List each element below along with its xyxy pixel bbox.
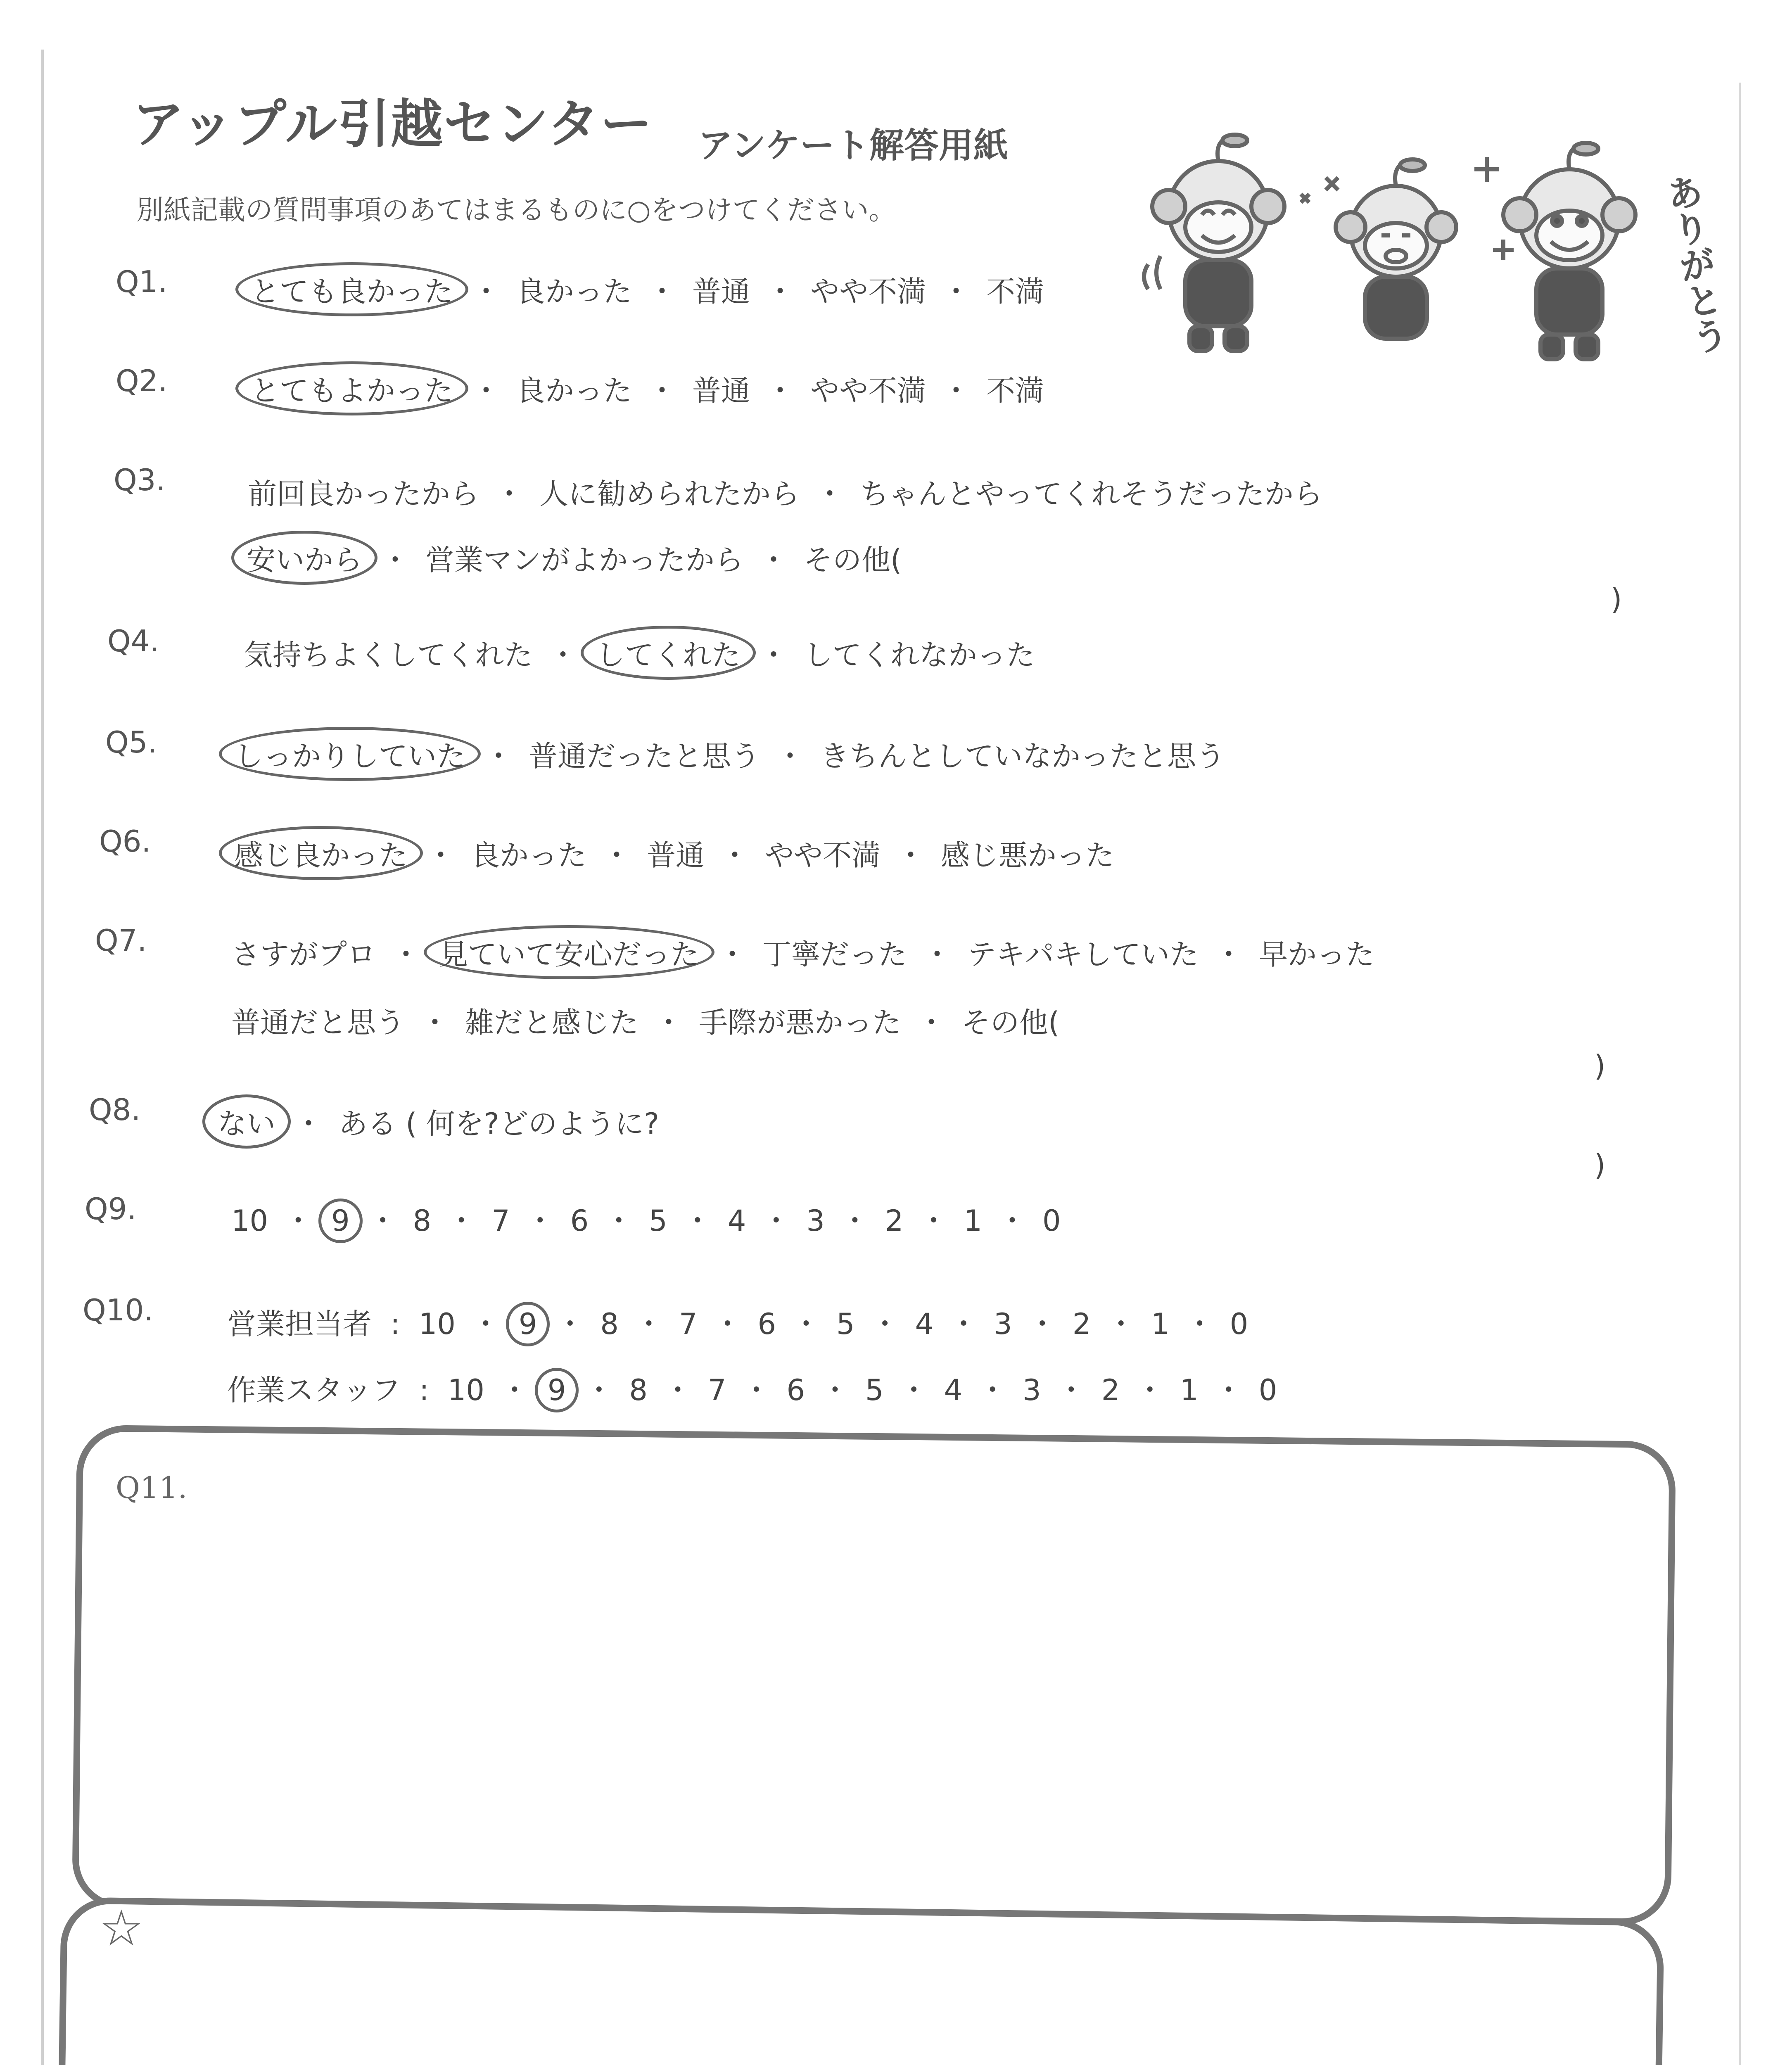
- q10-staff-score[interactable]: 7: [707, 1373, 726, 1407]
- q8-option[interactable]: ない: [202, 1094, 291, 1149]
- q10-sales-score[interactable]: 7: [679, 1307, 698, 1341]
- q6-option[interactable]: 感じ良かった: [219, 826, 423, 880]
- q6-option[interactable]: 良かった: [471, 838, 586, 872]
- q9-score[interactable]: 9: [318, 1199, 363, 1243]
- q7-label: Q7.: [95, 923, 147, 958]
- form-instructions: 別紙記載の質問事項のあてはまるものに○をつけてください。: [136, 194, 896, 226]
- q10-staff-colon: :: [419, 1373, 429, 1407]
- q2-options: とてもよかった ・ 良かった ・ 普通 ・ やや不満 ・ 不満: [248, 368, 1044, 409]
- q10-sales-score[interactable]: 2: [1072, 1307, 1091, 1341]
- q10-sales-score[interactable]: 4: [915, 1307, 934, 1341]
- q10-staff-row: 作業スタッフ : 10 ・ 9 ・ 8 ・ 7 ・ 6 ・ 5 ・ 4 ・ 3 ・ 2 ・ 1 ・ 0: [227, 1367, 1277, 1409]
- q8-options: ない ・ ある ( 何を?どのように?: [215, 1101, 659, 1142]
- q8-option[interactable]: ある ( 何を?どのように?: [339, 1107, 660, 1141]
- q10-sales-score[interactable]: 1: [1151, 1307, 1170, 1341]
- q7-option[interactable]: その他(: [961, 1006, 1060, 1040]
- mascot-thank-you-text: ありがとう: [1658, 171, 1732, 358]
- q1-option[interactable]: やや不満: [810, 275, 926, 309]
- q3-option[interactable]: 人に勧められたから: [539, 477, 800, 511]
- mascot-monkeys-illustration: [1132, 132, 1710, 388]
- q4-option[interactable]: 気持ちよくしてくれた: [244, 638, 533, 672]
- q10-staff-score[interactable]: 8: [629, 1373, 648, 1407]
- q1-option[interactable]: 良かった: [516, 275, 632, 309]
- q6-option[interactable]: 感じ悪かった: [941, 838, 1114, 872]
- q10-sales-score[interactable]: 6: [757, 1307, 776, 1341]
- q2-option[interactable]: やや不満: [810, 374, 926, 408]
- q9-score[interactable]: 8: [413, 1204, 432, 1238]
- q9-score[interactable]: 5: [649, 1204, 667, 1238]
- q6-option[interactable]: 普通: [647, 838, 705, 872]
- q10-sales-score[interactable]: 9: [506, 1302, 550, 1346]
- q10-staff-score[interactable]: 4: [944, 1373, 963, 1407]
- q10-staff-score[interactable]: 10: [447, 1373, 484, 1407]
- q1-option[interactable]: とても良かった: [235, 262, 468, 316]
- q7-option[interactable]: テキパキしていた: [967, 938, 1199, 971]
- q7-options-line2: 普通だと思う ・ 雑だと感じた ・ 手際が悪かった ・ その他(: [231, 999, 1059, 1041]
- q3-option[interactable]: その他(: [804, 543, 902, 577]
- q7-options-line1: さすがプロ ・ 見ていて安心だった ・ 丁寧だった ・ テキパキしていた ・ 早かった: [231, 931, 1374, 973]
- q10-sales-label: 営業担当者: [227, 1307, 372, 1341]
- q8-paren-close: ): [1594, 1148, 1606, 1182]
- q11-label: Q11.: [116, 1470, 188, 1505]
- q10-sales-row: 営業担当者 : 10 ・ 9 ・ 8 ・ 7 ・ 6 ・ 5 ・ 4 ・ 3 ・ 2 ・ 1 ・ 0: [227, 1301, 1248, 1343]
- q6-label: Q6.: [99, 824, 151, 859]
- form-subtitle: アンケート解答用紙: [698, 125, 1008, 166]
- q10-sales-colon: :: [390, 1307, 400, 1341]
- q5-option[interactable]: 普通だったと思う: [529, 739, 760, 773]
- q3-paren-close: ): [1611, 582, 1622, 616]
- q5-option[interactable]: きちんとしていなかったと思う: [820, 739, 1225, 773]
- q7-option[interactable]: 手際が悪かった: [699, 1006, 901, 1040]
- q10-sales-score[interactable]: 8: [600, 1307, 619, 1341]
- q11-comment-box[interactable]: [72, 1425, 1676, 1925]
- q3-option[interactable]: 前回良かったから: [248, 477, 479, 511]
- q9-score[interactable]: 4: [727, 1204, 746, 1238]
- q2-label: Q2.: [116, 363, 168, 398]
- q9-score[interactable]: 10: [231, 1204, 268, 1238]
- q9-score[interactable]: 3: [806, 1204, 825, 1238]
- q10-staff-score[interactable]: 2: [1101, 1373, 1120, 1407]
- q1-option[interactable]: 不満: [986, 275, 1044, 309]
- q9-score[interactable]: 2: [885, 1204, 904, 1238]
- q4-option[interactable]: してくれた: [581, 626, 756, 680]
- q5-label: Q5.: [105, 725, 157, 760]
- q1-label: Q1.: [116, 264, 168, 299]
- q8-label: Q8.: [89, 1092, 141, 1127]
- q3-option[interactable]: 安いから: [231, 531, 377, 585]
- scan-left-edge: [41, 50, 44, 2065]
- q10-staff-score[interactable]: 6: [786, 1373, 805, 1407]
- q9-score[interactable]: 7: [491, 1204, 510, 1238]
- q7-paren-close: ): [1594, 1049, 1606, 1083]
- scan-right-edge: [1739, 83, 1741, 2065]
- q10-staff-label: 作業スタッフ: [227, 1373, 401, 1407]
- q2-option[interactable]: とてもよかった: [235, 361, 468, 415]
- q6-options: 感じ良かった ・ 良かった ・ 普通 ・ やや不満 ・ 感じ悪かった: [231, 832, 1114, 874]
- q5-options: しっかりしていた ・ 普通だったと思う ・ きちんとしていなかったと思う: [231, 733, 1225, 775]
- q10-staff-score[interactable]: 9: [535, 1368, 579, 1412]
- q7-option[interactable]: 雑だと感じた: [465, 1006, 638, 1040]
- company-title: アップル引越センター: [132, 94, 653, 154]
- q9-score[interactable]: 0: [1042, 1204, 1061, 1238]
- q9-scale: 10 ・ 9 ・ 8 ・ 7 ・ 6 ・ 5 ・ 4 ・ 3 ・ 2 ・ 1 ・ 0: [231, 1198, 1061, 1239]
- q1-options: とても良かった ・ 良かった ・ 普通 ・ やや不満 ・ 不満: [248, 268, 1044, 310]
- q4-label: Q4.: [107, 624, 159, 658]
- q10-sales-score[interactable]: 10: [418, 1307, 456, 1341]
- star-comment-box[interactable]: [55, 1897, 1664, 2065]
- q2-option[interactable]: 良かった: [516, 374, 632, 408]
- q9-score[interactable]: 1: [964, 1204, 982, 1238]
- q5-option[interactable]: しっかりしていた: [219, 727, 481, 781]
- q3-option[interactable]: ちゃんとやってくれそうだったから: [860, 477, 1322, 511]
- q7-option[interactable]: 早かった: [1259, 938, 1374, 971]
- q7-option[interactable]: 丁寧だった: [762, 938, 907, 971]
- q10-sales-score[interactable]: 3: [994, 1307, 1012, 1341]
- q3-options-line2: 安いから ・ 営業マンがよかったから ・ その他(: [244, 537, 902, 579]
- q3-options-line1: 前回良かったから ・ 人に勧められたから ・ ちゃんとやってくれそうだったから: [248, 471, 1322, 513]
- star-icon: ☆: [99, 1900, 144, 1957]
- q2-option[interactable]: 普通: [692, 374, 750, 408]
- q10-staff-score[interactable]: 1: [1180, 1373, 1199, 1407]
- q10-staff-score[interactable]: 5: [865, 1373, 884, 1407]
- q10-staff-score[interactable]: 3: [1023, 1373, 1041, 1407]
- q7-option[interactable]: 普通だと思う: [231, 1006, 405, 1040]
- q1-option[interactable]: 普通: [692, 275, 750, 309]
- q10-sales-score[interactable]: 0: [1229, 1307, 1248, 1341]
- q9-label: Q9.: [85, 1192, 137, 1226]
- q4-option[interactable]: してくれなかった: [804, 638, 1035, 672]
- q9-score[interactable]: 6: [570, 1204, 589, 1238]
- q4-options: 気持ちよくしてくれた ・ してくれた ・ してくれなかった: [244, 632, 1035, 674]
- q2-option[interactable]: 不満: [986, 374, 1044, 408]
- q6-option[interactable]: やや不満: [765, 838, 881, 872]
- q10-label: Q10.: [83, 1293, 154, 1327]
- q3-option[interactable]: 営業マンがよかったから: [425, 543, 743, 577]
- q10-sales-score[interactable]: 5: [836, 1307, 855, 1341]
- q10-staff-score[interactable]: 0: [1258, 1373, 1277, 1407]
- q7-option[interactable]: さすがプロ: [231, 938, 376, 971]
- q3-label: Q3.: [114, 463, 166, 497]
- q7-option[interactable]: 見ていて安心だった: [424, 925, 714, 979]
